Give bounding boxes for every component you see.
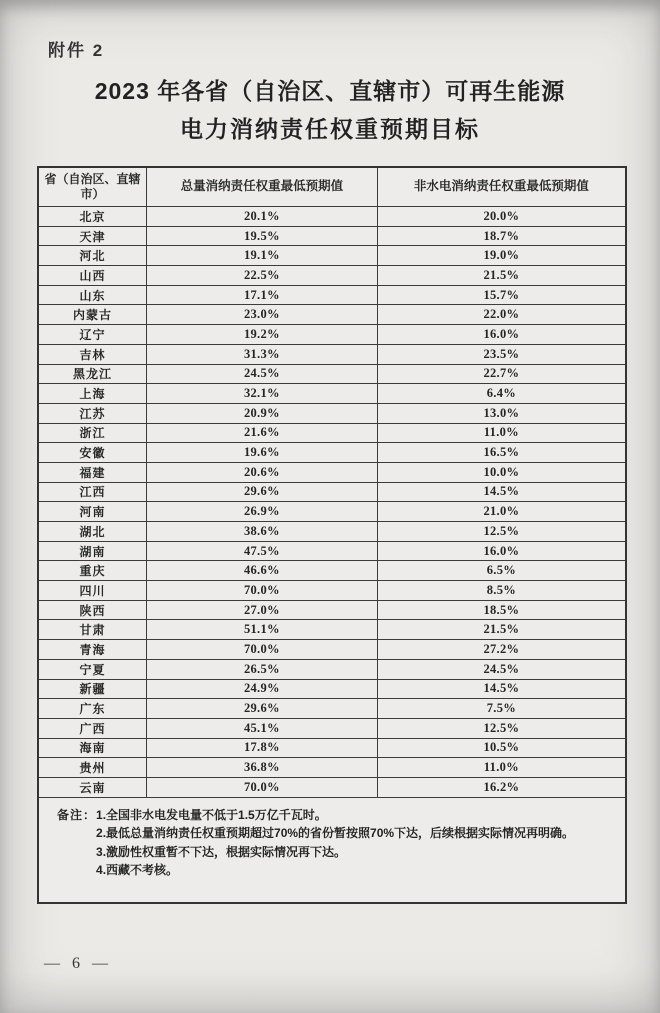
total-weight-cell: 21.6% bbox=[147, 423, 378, 443]
province-cell: 湖北 bbox=[38, 522, 147, 542]
province-cell: 四川 bbox=[38, 581, 147, 601]
province-cell: 福建 bbox=[38, 462, 147, 482]
total-weight-cell: 31.3% bbox=[147, 344, 378, 364]
total-weight-cell: 45.1% bbox=[147, 718, 378, 738]
notes-cell bbox=[38, 797, 626, 903]
non-hydro-weight-cell: 22.7% bbox=[377, 364, 626, 384]
note-item: 4.西藏不考核。 bbox=[96, 863, 179, 878]
table-row bbox=[38, 758, 626, 778]
non-hydro-weight-cell: 13.0% bbox=[377, 403, 626, 423]
table-header bbox=[38, 167, 626, 207]
total-weight-cell: 51.1% bbox=[147, 620, 378, 640]
province-cell: 河北 bbox=[38, 246, 147, 266]
table-body bbox=[38, 207, 626, 798]
table-row bbox=[38, 522, 626, 542]
province-cell: 天津 bbox=[38, 226, 147, 246]
total-weight-cell: 70.0% bbox=[147, 640, 378, 660]
non-hydro-weight-cell: 6.5% bbox=[377, 561, 626, 581]
document-title-line1: 2023 年各省（自治区、直辖市）可再生能源 bbox=[94, 78, 566, 104]
total-weight-cell: 20.6% bbox=[147, 462, 378, 482]
total-weight-cell: 26.5% bbox=[147, 659, 378, 679]
non-hydro-weight-cell: 7.5% bbox=[377, 699, 626, 719]
notes-label: 备注： bbox=[57, 807, 97, 822]
province-cell: 江苏 bbox=[38, 403, 147, 423]
note-item: 2.最低总量消纳责任权重预期超过70%的省份暂按照70%下达，后续根据实际情况再明确。 bbox=[96, 826, 575, 841]
table-row bbox=[38, 325, 626, 345]
total-weight-cell: 19.6% bbox=[147, 443, 378, 463]
province-cell: 浙江 bbox=[38, 423, 147, 443]
non-hydro-weight-cell: 20.0% bbox=[377, 207, 626, 227]
table-row bbox=[38, 482, 626, 502]
table-row bbox=[38, 640, 626, 660]
table-row bbox=[38, 226, 626, 246]
table-row bbox=[38, 659, 626, 679]
non-hydro-weight-cell: 11.0% bbox=[377, 758, 626, 778]
table-row bbox=[38, 561, 626, 581]
province-cell: 广东 bbox=[38, 699, 147, 719]
non-hydro-weight-cell: 18.7% bbox=[377, 226, 626, 246]
table-row bbox=[38, 462, 626, 482]
province-cell: 重庆 bbox=[38, 561, 147, 581]
non-hydro-weight-cell: 18.5% bbox=[377, 600, 626, 620]
table-row bbox=[38, 207, 626, 227]
province-cell: 辽宁 bbox=[38, 325, 147, 345]
table-footer bbox=[38, 797, 626, 903]
table-row bbox=[38, 738, 626, 758]
table-row bbox=[38, 403, 626, 423]
total-weight-cell: 26.9% bbox=[147, 502, 378, 522]
table-row bbox=[38, 581, 626, 601]
total-weight-cell: 19.2% bbox=[147, 325, 378, 345]
table-row bbox=[38, 344, 626, 364]
province-cell: 陕西 bbox=[38, 600, 147, 620]
non-hydro-weight-cell: 15.7% bbox=[377, 285, 626, 305]
non-hydro-weight-cell: 24.5% bbox=[377, 659, 626, 679]
total-weight-cell: 17.1% bbox=[147, 285, 378, 305]
table-row bbox=[38, 600, 626, 620]
column-header-total-weight: 总量消纳责任权重最低预期值 bbox=[147, 167, 378, 207]
table-row bbox=[38, 541, 626, 561]
table-row bbox=[38, 718, 626, 738]
non-hydro-weight-cell: 10.5% bbox=[377, 738, 626, 758]
page-number: — 6 — bbox=[44, 955, 112, 972]
total-weight-cell: 19.5% bbox=[147, 226, 378, 246]
document-title-line2: 电力消纳责任权重预期目标 bbox=[180, 116, 480, 142]
targets-table bbox=[37, 166, 627, 904]
non-hydro-weight-cell: 16.0% bbox=[377, 541, 626, 561]
total-weight-cell: 36.8% bbox=[147, 758, 378, 778]
table-row bbox=[38, 443, 626, 463]
non-hydro-weight-cell: 16.2% bbox=[377, 777, 626, 797]
province-cell: 山东 bbox=[38, 285, 147, 305]
province-cell: 黑龙江 bbox=[38, 364, 147, 384]
province-cell: 新疆 bbox=[38, 679, 147, 699]
table-row bbox=[38, 266, 626, 286]
province-cell: 安徽 bbox=[38, 443, 147, 463]
notes-list bbox=[96, 806, 574, 880]
province-cell: 内蒙古 bbox=[38, 305, 147, 325]
column-header-province: 省（自治区、直辖市） bbox=[38, 167, 147, 207]
non-hydro-weight-cell: 27.2% bbox=[377, 640, 626, 660]
non-hydro-weight-cell: 21.0% bbox=[377, 502, 626, 522]
total-weight-cell: 22.5% bbox=[147, 266, 378, 286]
non-hydro-weight-cell: 8.5% bbox=[377, 581, 626, 601]
notes-row bbox=[38, 797, 626, 903]
non-hydro-weight-cell: 23.5% bbox=[377, 344, 626, 364]
total-weight-cell: 38.6% bbox=[147, 522, 378, 542]
non-hydro-weight-cell: 12.5% bbox=[377, 522, 626, 542]
non-hydro-weight-cell: 12.5% bbox=[377, 718, 626, 738]
total-weight-cell: 29.6% bbox=[147, 699, 378, 719]
non-hydro-weight-cell: 22.0% bbox=[377, 305, 626, 325]
province-cell: 上海 bbox=[38, 384, 147, 404]
total-weight-cell: 19.1% bbox=[147, 246, 378, 266]
non-hydro-weight-cell: 14.5% bbox=[377, 482, 626, 502]
total-weight-cell: 27.0% bbox=[147, 600, 378, 620]
province-cell: 云南 bbox=[38, 777, 147, 797]
notes bbox=[57, 806, 611, 880]
non-hydro-weight-cell: 16.0% bbox=[377, 325, 626, 345]
note-item: 1.全国非水电发电量不低于1.5万亿千瓦时。 bbox=[96, 807, 327, 822]
province-cell: 海南 bbox=[38, 738, 147, 758]
note-item: 3.激励性权重暂不下达，根据实际情况再下达。 bbox=[96, 844, 347, 859]
province-cell: 山西 bbox=[38, 266, 147, 286]
table-row bbox=[38, 246, 626, 266]
table-header-row bbox=[38, 167, 626, 207]
table-row bbox=[38, 384, 626, 404]
document-title bbox=[0, 80, 660, 141]
table-row bbox=[38, 285, 626, 305]
table-row bbox=[38, 777, 626, 797]
non-hydro-weight-cell: 19.0% bbox=[377, 246, 626, 266]
province-cell: 广西 bbox=[38, 718, 147, 738]
non-hydro-weight-cell: 21.5% bbox=[377, 266, 626, 286]
table-row bbox=[38, 620, 626, 640]
non-hydro-weight-cell: 21.5% bbox=[377, 620, 626, 640]
province-cell: 青海 bbox=[38, 640, 147, 660]
table-row bbox=[38, 364, 626, 384]
non-hydro-weight-cell: 6.4% bbox=[377, 384, 626, 404]
table-row bbox=[38, 502, 626, 522]
table-row bbox=[38, 699, 626, 719]
table-row bbox=[38, 679, 626, 699]
column-header-non-hydro-weight: 非水电消纳责任权重最低预期值 bbox=[377, 167, 626, 207]
total-weight-cell: 20.1% bbox=[147, 207, 378, 227]
non-hydro-weight-cell: 10.0% bbox=[377, 462, 626, 482]
total-weight-cell: 70.0% bbox=[147, 777, 378, 797]
non-hydro-weight-cell: 16.5% bbox=[377, 443, 626, 463]
province-cell: 吉林 bbox=[38, 344, 147, 364]
total-weight-cell: 17.8% bbox=[147, 738, 378, 758]
attachment-label: 附件 2 bbox=[48, 41, 105, 60]
province-cell: 贵州 bbox=[38, 758, 147, 778]
table-row bbox=[38, 305, 626, 325]
province-cell: 河南 bbox=[38, 502, 147, 522]
total-weight-cell: 46.6% bbox=[147, 561, 378, 581]
total-weight-cell: 29.6% bbox=[147, 482, 378, 502]
province-cell: 北京 bbox=[38, 207, 147, 227]
province-cell: 宁夏 bbox=[38, 659, 147, 679]
province-cell: 江西 bbox=[38, 482, 147, 502]
non-hydro-weight-cell: 11.0% bbox=[377, 423, 626, 443]
total-weight-cell: 32.1% bbox=[147, 384, 378, 404]
total-weight-cell: 24.9% bbox=[147, 679, 378, 699]
total-weight-cell: 70.0% bbox=[147, 581, 378, 601]
province-cell: 湖南 bbox=[38, 541, 147, 561]
table-row bbox=[38, 423, 626, 443]
province-cell: 甘肃 bbox=[38, 620, 147, 640]
total-weight-cell: 20.9% bbox=[147, 403, 378, 423]
total-weight-cell: 23.0% bbox=[147, 305, 378, 325]
non-hydro-weight-cell: 14.5% bbox=[377, 679, 626, 699]
total-weight-cell: 47.5% bbox=[147, 541, 378, 561]
total-weight-cell: 24.5% bbox=[147, 364, 378, 384]
